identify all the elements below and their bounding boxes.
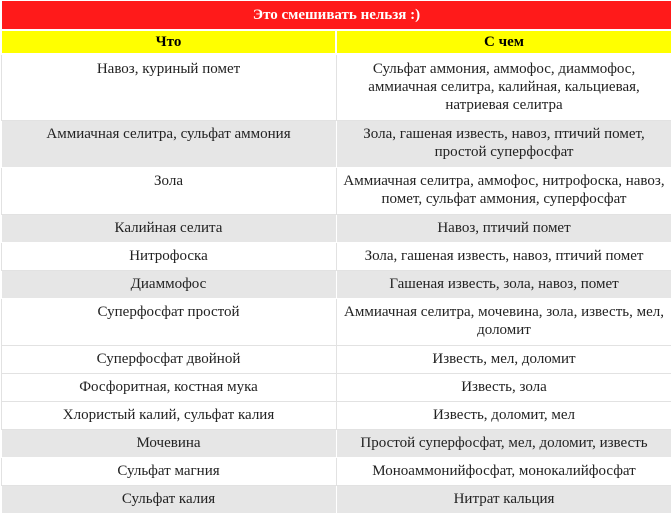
title-row xyxy=(1,1,671,31)
cell-with: Нитрат кальция xyxy=(336,486,671,514)
table-row xyxy=(1,458,671,486)
cell-with: Сульфат аммония, аммофос, диаммофос, аммиачная селитра, калийная, кальциевая, натриевая селитра xyxy=(336,54,671,121)
table-row xyxy=(1,374,671,402)
cell-what: Калийная селита xyxy=(1,215,336,243)
cell-what: Суперфосфат двойной xyxy=(1,346,336,374)
table-row xyxy=(1,54,671,121)
cell-with: Моноаммонийфосфат, монокалийфосфат xyxy=(336,458,671,486)
cell-what: Зола xyxy=(1,168,336,215)
cell-what: Фосфоритная, костная мука xyxy=(1,374,336,402)
header-row xyxy=(1,30,671,54)
cell-what: Аммиачная селитра, сульфат аммония xyxy=(1,121,336,168)
table-row xyxy=(1,430,671,458)
cell-what: Суперфосфат простой xyxy=(1,299,336,346)
cell-with: Простой суперфосфат, мел, доломит, известь xyxy=(336,430,671,458)
cell-with: Зола, гашеная известь, навоз, птичий помет xyxy=(336,243,671,271)
cell-what: Хлористый калий, сульфат калия xyxy=(1,402,336,430)
column-header-with: С чем xyxy=(336,30,671,54)
table-row xyxy=(1,243,671,271)
table-title: Это смешивать нельзя :) xyxy=(1,1,671,31)
cell-with: Навоз, птичий помет xyxy=(336,215,671,243)
table-row xyxy=(1,215,671,243)
table-row xyxy=(1,402,671,430)
table-row xyxy=(1,346,671,374)
cell-with: Известь, зола xyxy=(336,374,671,402)
cell-with: Известь, мел, доломит xyxy=(336,346,671,374)
cell-with: Гашеная известь, зола, навоз, помет xyxy=(336,271,671,299)
cell-what: Мочевина xyxy=(1,430,336,458)
cell-with: Аммиачная селитра, аммофос, нитрофоска, навоз, помет, сульфат аммония, суперфосфат xyxy=(336,168,671,215)
cell-what: Сульфат калия xyxy=(1,486,336,514)
cell-with: Зола, гашеная известь, навоз, птичий помет, простой суперфосфат xyxy=(336,121,671,168)
table-row xyxy=(1,271,671,299)
table-row xyxy=(1,168,671,215)
cell-what: Навоз, куриный помет xyxy=(1,54,336,121)
cell-with: Известь, доломит, мел xyxy=(336,402,671,430)
table-row xyxy=(1,121,671,168)
cell-with: Аммиачная селитра, мочевина, зола, известь, мел, доломит xyxy=(336,299,671,346)
cell-what: Диаммофос xyxy=(1,271,336,299)
table-row xyxy=(1,299,671,346)
column-header-what: Что xyxy=(1,30,336,54)
cell-what: Нитрофоска xyxy=(1,243,336,271)
cell-what: Сульфат магния xyxy=(1,458,336,486)
